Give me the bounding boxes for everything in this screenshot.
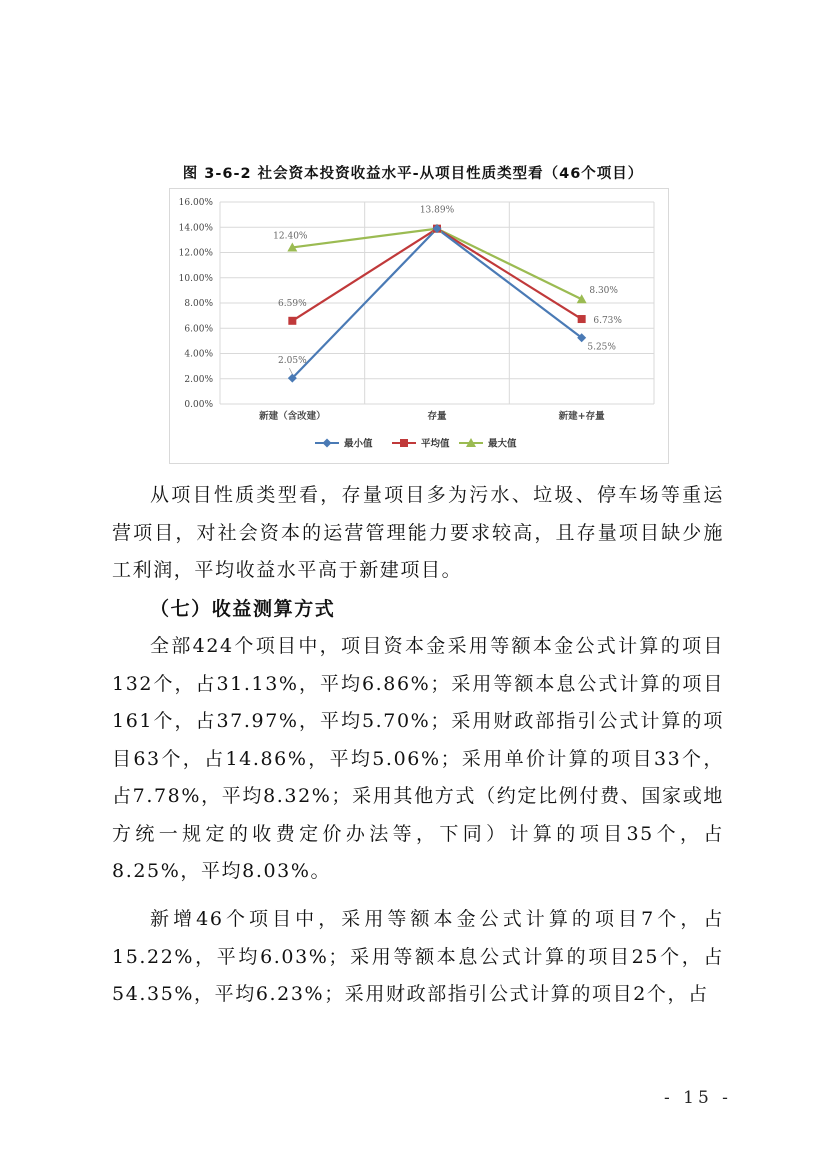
y-tick-label: 4.00% bbox=[184, 349, 213, 360]
paragraph-1: 从项目性质类型看，存量项目多为污水、垃圾、停车场等重运营项目，对社会资本的运营管理能力要求较高，且存量项目缺少施工利润，平均收益水平高于新建项目。 bbox=[112, 484, 724, 581]
figure-title: 图 3-6-2 社会资本投资收益水平-从项目性质类型看（46个项目） bbox=[182, 166, 644, 182]
y-tick-label: 12.00% bbox=[178, 248, 213, 259]
data-label: 2.05% bbox=[278, 356, 307, 367]
paragraph-3: 新增46个项目中，采用等额本金公式计算的项目7个，占15.22%，平均6.03%；采用等额本息公式计算的项目25个，占54.35%，平均6.23%；采用财政部指引公式计算的项目2个，占 bbox=[112, 908, 724, 1005]
y-tick-label: 16.00% bbox=[178, 198, 213, 208]
data-label: 8.30% bbox=[589, 286, 618, 297]
data-point bbox=[578, 315, 586, 323]
y-tick-label: 8.00% bbox=[184, 299, 213, 309]
y-tick-label: 0.00% bbox=[184, 400, 213, 410]
data-label: 12.40% bbox=[273, 231, 308, 242]
y-tick-label: 14.00% bbox=[178, 223, 213, 234]
chart-canvas bbox=[170, 189, 668, 463]
page-number: - 15 - bbox=[664, 1088, 732, 1108]
data-label: 6.73% bbox=[593, 316, 622, 327]
x-tick-label: 新建（含改建） bbox=[259, 411, 326, 422]
legend-marker bbox=[323, 439, 332, 448]
y-tick-label: 10.00% bbox=[178, 273, 213, 284]
series-line-最大值 bbox=[292, 229, 581, 300]
label-leader bbox=[289, 368, 292, 374]
data-label: 6.59% bbox=[278, 298, 307, 309]
x-tick-label: 新建+存量 bbox=[558, 411, 605, 422]
legend-marker bbox=[400, 439, 408, 447]
y-tick-label: 6.00% bbox=[184, 324, 213, 335]
line-chart bbox=[169, 188, 669, 464]
legend-label: 平均值 bbox=[421, 438, 450, 450]
paragraph-2: 全部424个项目中，项目资本金采用等额本金公式计算的项目132个，占31.13%，平均6.86%；采用等额本息公式计算的项目161个，占37.97%，平均5.70%；采用财政部指引公式计算的项目63个，占14.86%，平均5.06%；采用单价计算的项目33个，占7.78%，平均8.32%；采用其他方式（约定比例付费、国家或地方统一规定的收费定价办法等，下同）计算的项目35个，占8.25%，平均8.03%。 bbox=[112, 635, 724, 882]
y-tick-label: 2.00% bbox=[184, 374, 213, 385]
legend-label: 最小值 bbox=[344, 438, 373, 450]
data-label: 13.89% bbox=[419, 205, 455, 216]
data-label: 5.25% bbox=[587, 342, 616, 353]
legend-label: 最大值 bbox=[488, 438, 517, 450]
x-tick-label: 存量 bbox=[427, 411, 447, 422]
section-heading: （七）收益测算方式 bbox=[150, 598, 336, 620]
data-point bbox=[288, 317, 296, 325]
